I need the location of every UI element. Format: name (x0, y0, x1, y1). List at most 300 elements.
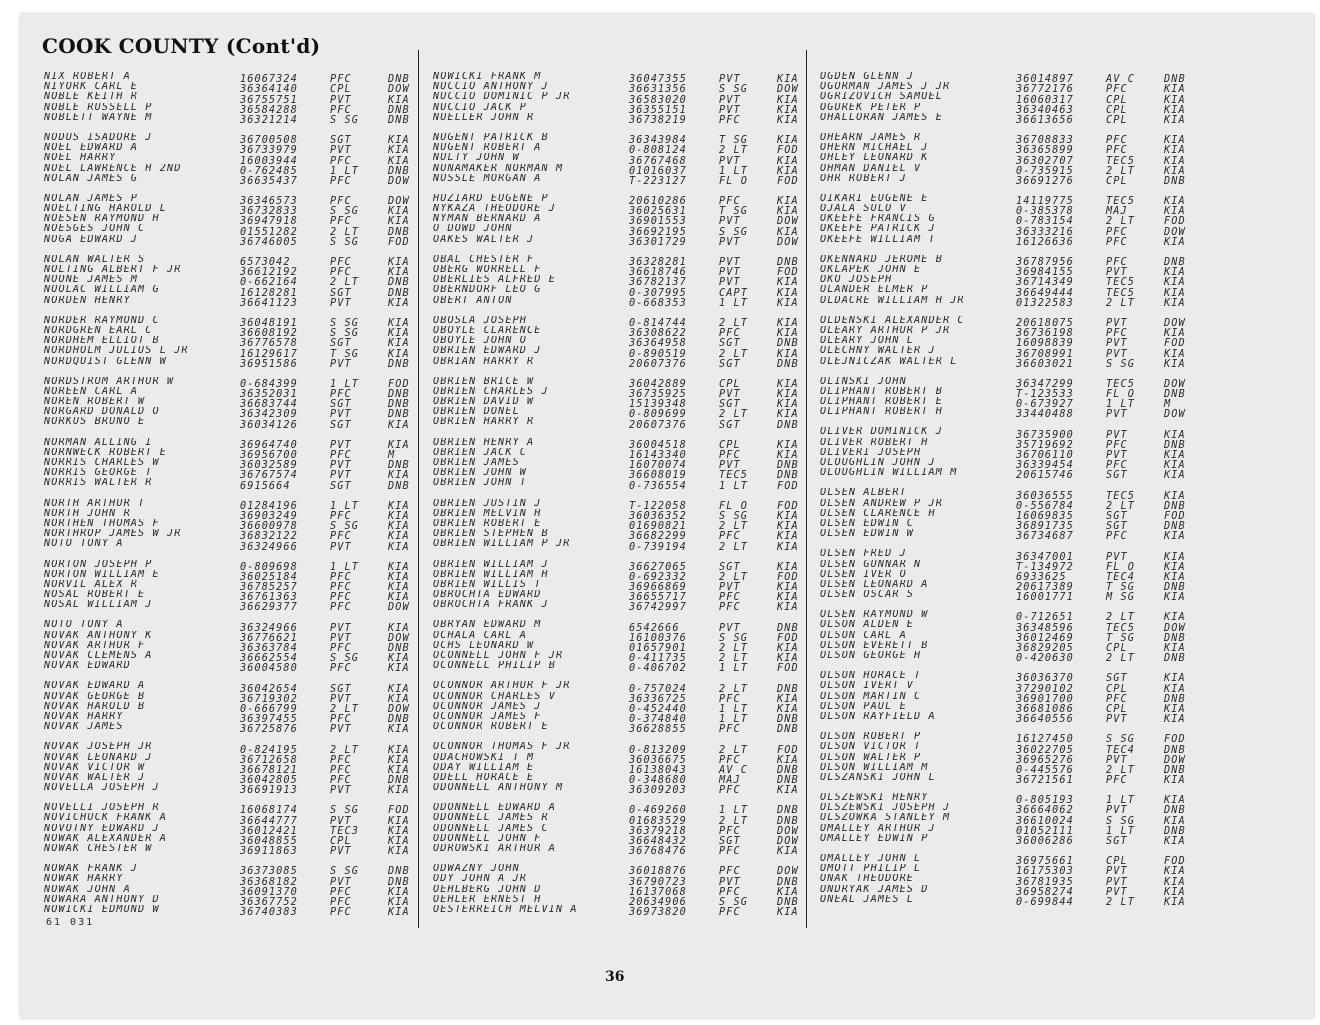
entry-serial-number: 0-735915 (1016, 165, 1074, 177)
entry-status: KIA (777, 592, 799, 604)
entry-group (433, 72, 811, 126)
entry-name: NORDER RAYMOND C (44, 315, 160, 326)
entry-group (433, 559, 811, 614)
entry-grade: PVT (719, 74, 741, 86)
entry-name: OGRIZOVICH SAMUEL (820, 92, 943, 103)
casualty-column-3 (820, 72, 1198, 915)
entry-name: NOWAK CHESTER W (44, 844, 153, 854)
entry-name: OBAL CHESTER F (433, 254, 535, 265)
entry-status: KIA (388, 510, 410, 522)
entry-name: OEHLER ERNEST H (433, 894, 542, 905)
casualty-entry (820, 427, 1198, 441)
entry-name: ONEAL JAMES L (820, 894, 915, 905)
entry-status: KIA (388, 561, 410, 573)
entry-name: NOWAK FRANK J (44, 864, 139, 875)
entry-name: NOWAK ALEXANDER A (44, 833, 167, 844)
page-title: COOK COUNTY (Cont'd) (42, 34, 321, 58)
entry-grade: S SG (719, 226, 748, 238)
entry-status: DNB (388, 287, 410, 299)
entry-grade: PVT (330, 358, 352, 370)
entry-grade: TEC5 (1106, 277, 1135, 289)
entry-name: OMALLEY ARTHUR J (820, 823, 936, 834)
entry-grade: PVT (1106, 876, 1128, 888)
entry-name: OLSON ALDEN E (820, 620, 915, 631)
entry-name: NUCCIO ANTHONY J (433, 82, 549, 93)
entry-serial-number: 36373085 (240, 866, 298, 878)
entry-name: NORRIS GEORGE T (44, 468, 153, 479)
entry-grade: 1 LT (719, 480, 748, 492)
entry-name: NOVAK WALTER J (44, 772, 146, 783)
entry-group (433, 498, 811, 553)
entry-grade: SGT (1106, 836, 1128, 848)
entry-group (44, 72, 422, 126)
entry-name: NOVAK VICTOR W (44, 762, 146, 773)
casualty-entry (433, 651, 811, 665)
entry-serial-number: 16098839 (1016, 338, 1074, 350)
entry-grade: PFC (330, 602, 352, 614)
casualty-entry (433, 783, 811, 797)
entry-serial-number: 36712658 (240, 754, 298, 766)
entry-grade: 2 LT (330, 703, 359, 715)
casualty-entry (44, 82, 422, 96)
casualty-entry (820, 508, 1198, 522)
entry-grade: PFC (330, 74, 352, 86)
entry-status: KIA (777, 155, 799, 167)
entry-group (433, 315, 811, 370)
entry-group (433, 254, 811, 309)
entry-grade: TEC5 (1106, 287, 1135, 299)
entry-status: KIA (1164, 155, 1186, 167)
entry-name: OBRIEN JACK C (433, 447, 528, 458)
entry-name: NOVAK CLEMENS A (44, 651, 153, 661)
entry-grade: FL O (719, 500, 748, 512)
entry-name: OLSEN ANDREW P JR (820, 498, 943, 509)
entry-serial-number: 0-890519 (629, 348, 687, 360)
entry-status: KIA (388, 155, 410, 167)
casualty-entry (820, 579, 1198, 594)
entry-status: DNB (388, 399, 410, 411)
entry-name: OBRIEN STEPHEN B (433, 529, 549, 540)
casualty-entry (44, 234, 422, 248)
entry-serial-number: 0-757024 (629, 683, 687, 695)
entry-status: KIA (1164, 886, 1186, 898)
entry-group (820, 549, 1198, 604)
entry-grade: PFC (330, 216, 352, 228)
entry-serial-number: 36583020 (629, 94, 687, 106)
casualty-entry (433, 590, 811, 604)
entry-grade: T SG (1106, 582, 1135, 594)
entry-name: OBRIAN HARRY R (433, 356, 535, 367)
entry-name: OKEEFE WILLIAM T (820, 234, 936, 245)
entry-grade: 1 LT (719, 165, 748, 177)
entry-status: FOD (777, 744, 799, 756)
entry-status: KIA (388, 470, 410, 482)
entry-group (433, 620, 811, 675)
entry-group (820, 671, 1198, 726)
entry-name: NOTO TONY A (44, 539, 124, 550)
entry-grade: 1 LT (719, 297, 748, 309)
entry-grade: TEC4 (1106, 744, 1135, 756)
entry-name: OBRIEN JOHN W (433, 468, 528, 479)
entry-name: NOONE JAMES M (44, 275, 139, 286)
entry-group (44, 681, 422, 736)
entry-status: KIA (777, 643, 799, 655)
entry-name: NORDGREN EARL C (44, 325, 153, 336)
entry-grade: PFC (719, 724, 741, 736)
casualty-entry (820, 295, 1198, 309)
entry-serial-number: 20617389 (1016, 582, 1074, 594)
entry-name: NOVAK JAMES (44, 722, 124, 733)
entry-group (820, 254, 1198, 309)
entry-grade: PVT (719, 460, 741, 472)
entry-grade: SGT (719, 338, 741, 350)
entry-name: OIKARI EUGENE E (820, 193, 929, 204)
document-page (20, 14, 1314, 1018)
entry-grade: PFC (330, 714, 352, 726)
casualty-entry (433, 112, 811, 126)
casualty-entry (433, 529, 811, 543)
entry-grade: PVT (1106, 267, 1128, 279)
entry-name: OLOUGHLIN WILLIAM M (820, 468, 958, 479)
entry-grade: PVT (1106, 317, 1128, 329)
casualty-entry (433, 102, 811, 116)
entry-serial-number: 01690821 (629, 521, 687, 533)
entry-status: DNB (1164, 744, 1186, 756)
entry-grade: 1 LT (330, 561, 359, 573)
entry-name: OLSEN IVER O (820, 569, 907, 580)
casualty-entry (820, 488, 1198, 502)
entry-status: KIA (1164, 673, 1186, 685)
entry-status: DOW (777, 84, 799, 96)
entry-status: KIA (388, 206, 410, 218)
entry-name: OBRIEN DAVID W (433, 397, 535, 408)
entry-name: OCHALA CARL A (433, 630, 528, 641)
entry-name: NORDHEM ELLIOT B (44, 336, 160, 347)
entry-status: DNB (777, 460, 799, 472)
entry-grade: SGT (330, 683, 352, 695)
entry-name: NOGA EDWARD J (44, 234, 139, 245)
entry-status: DOW (1164, 378, 1186, 390)
entry-serial-number: 36309203 (629, 785, 687, 797)
entry-name: OBERG WORRELL F (433, 265, 542, 275)
entry-name: OMOTT PHILIP L (820, 864, 922, 875)
entry-serial-number: 36947918 (240, 216, 298, 228)
entry-grade: 1 LT (1106, 795, 1135, 807)
entry-serial-number: 36036555 (1016, 490, 1074, 502)
entry-serial-number: 36343984 (629, 135, 687, 147)
entry-status: KIA (388, 744, 410, 756)
entry-serial-number: 0-805193 (1016, 795, 1074, 807)
entry-serial-number: 36036370 (1016, 673, 1074, 685)
entry-serial-number: 36379218 (629, 825, 687, 837)
entry-status: KIA (388, 267, 410, 279)
entry-serial-number: 36612192 (240, 267, 298, 279)
entry-status: KIA (777, 348, 799, 360)
casualty-entry (44, 833, 422, 848)
entry-name: OBERLIES ALFRED E (433, 275, 556, 286)
entry-serial-number: 36956700 (240, 450, 298, 462)
entry-status: FOD (1164, 216, 1186, 228)
casualty-entry (820, 772, 1198, 787)
entry-name: OBRIEN HENRY A (433, 437, 535, 448)
casualty-entry (433, 508, 811, 522)
entry-name: OLIPHANT ROBERT E (820, 397, 943, 408)
casualty-entry (820, 82, 1198, 96)
entry-status: KIA (1164, 775, 1186, 787)
entry-grade: T SG (719, 135, 748, 147)
entry-status: KIA (1164, 896, 1186, 908)
entry-status: FOD (388, 378, 410, 390)
entry-serial-number: 36738219 (629, 114, 687, 126)
entry-name: NOESGES JOHN C (44, 224, 146, 235)
entry-name: ODONNELL JAMES C (433, 823, 549, 834)
entry-name: OKEEFE FRANCIS G (820, 214, 936, 225)
entry-status: KIA (1164, 571, 1186, 583)
entry-serial-number: 36785257 (240, 582, 298, 594)
casualty-entry (820, 620, 1198, 634)
entry-grade: PFC (330, 907, 352, 919)
entry-name: NYMAN BERNARD A (433, 214, 542, 225)
entry-name: OLSZEWSKI HENRY (820, 793, 929, 804)
entry-status: KIA (777, 754, 799, 766)
casualty-entry (433, 874, 811, 888)
entry-status: KIA (1164, 561, 1186, 573)
entry-status: FOD (777, 145, 799, 157)
entry-serial-number: 0-420630 (1016, 653, 1074, 665)
entry-status: DOW (1164, 622, 1186, 634)
entry-grade: 1 LT (719, 663, 748, 675)
entry-grade: CPL (1106, 175, 1128, 187)
casualty-entry (44, 112, 422, 126)
entry-status: FOD (777, 571, 799, 583)
entry-serial-number: 01284196 (240, 500, 298, 512)
casualty-entry (44, 275, 422, 289)
entry-status: DOW (388, 84, 410, 96)
entry-grade: TEC3 (330, 825, 359, 837)
casualty-entry (433, 691, 811, 705)
entry-serial-number: 6542666 (629, 622, 680, 634)
entry-name: OBROCHTA EDWARD (433, 590, 542, 601)
entry-name: NOEL HARRY (44, 153, 117, 164)
entry-name: NORGARD DONALD O (44, 407, 160, 418)
entry-grade: PFC (719, 886, 741, 898)
entry-status: KIA (388, 521, 410, 533)
entry-serial-number: 36346573 (240, 196, 298, 208)
entry-name: OLIPHANT ROBERT H (820, 407, 943, 418)
entry-serial-number: 36355151 (629, 104, 687, 116)
entry-name: OLSON HORACE T (820, 671, 922, 682)
casualty-entry (820, 732, 1198, 746)
entry-name: NOEL EDWARD A (44, 143, 139, 154)
entry-status: KIA (388, 328, 410, 340)
casualty-entry (820, 275, 1198, 289)
entry-name: NORTHROP JAMES W JR (44, 529, 182, 540)
entry-grade: PFC (719, 196, 741, 208)
entry-status: KIA (1164, 490, 1186, 502)
casualty-entry (820, 325, 1198, 340)
entry-grade: PFC (330, 510, 352, 522)
entry-grade: SGT (1106, 521, 1128, 533)
entry-name: OGORMAN JAMES J JR (820, 82, 951, 93)
entry-grade: SGT (1106, 470, 1128, 482)
entry-grade: PVT (1106, 450, 1128, 462)
casualty-entry (44, 742, 422, 756)
entry-grade: PVT (330, 724, 352, 736)
entry-grade: PFC (330, 155, 352, 167)
entry-name: OLSEN RAYMOND W (820, 610, 929, 621)
entry-status: DNB (388, 104, 410, 116)
entry-grade: 2 LT (1106, 612, 1135, 624)
entry-status: KIA (388, 663, 410, 675)
entry-serial-number: 36891735 (1016, 521, 1074, 533)
casualty-entry (433, 722, 811, 736)
entry-serial-number: 36776621 (240, 632, 298, 644)
entry-serial-number: 36324966 (240, 622, 298, 634)
entry-serial-number: 36691276 (1016, 175, 1074, 187)
casualty-entry (44, 884, 422, 898)
entry-serial-number: 16137068 (629, 886, 687, 898)
entry-serial-number: 36600978 (240, 521, 298, 533)
entry-serial-number: 36618746 (629, 267, 687, 279)
entry-name: OLSON VICTOR T (820, 742, 922, 753)
entry-serial-number: 36608019 (629, 470, 687, 482)
casualty-entry (433, 275, 811, 289)
entry-status: KIA (1164, 348, 1186, 360)
casualty-entry (433, 904, 811, 919)
casualty-entry (820, 823, 1198, 837)
entry-name: OLSON IVERT V (820, 681, 915, 692)
entry-status: FOD (1164, 338, 1186, 350)
entry-status: KIA (388, 419, 410, 431)
entry-grade: 2 LT (1106, 216, 1135, 228)
entry-serial-number: 0-762485 (240, 165, 298, 177)
entry-status: DNB (388, 480, 410, 492)
entry-group (433, 803, 811, 858)
entry-grade: SGT (719, 836, 741, 848)
entry-serial-number: 36340463 (1016, 104, 1074, 116)
casualty-entry (820, 833, 1198, 848)
entry-name: NOVAK ANTHONY K (44, 630, 153, 641)
casualty-entry (820, 315, 1198, 329)
casualty-entry (820, 711, 1198, 726)
casualty-entry (820, 234, 1198, 248)
entry-serial-number: 36342309 (240, 409, 298, 421)
entry-status: KIA (777, 389, 799, 401)
entry-serial-number: 36664062 (1016, 805, 1074, 817)
entry-grade: 1 LT (719, 805, 748, 817)
casualty-entry (44, 691, 422, 705)
entry-serial-number: 36984155 (1016, 267, 1074, 279)
entry-status: KIA (777, 450, 799, 462)
entry-serial-number: 36336725 (629, 693, 687, 705)
entry-name: OCHS LEONARD W (433, 640, 535, 651)
casualty-entry (433, 823, 811, 837)
entry-serial-number: 16067324 (240, 74, 298, 86)
entry-grade: PFC (1106, 328, 1128, 340)
entry-status: DNB (1164, 389, 1186, 401)
entry-status: KIA (1164, 297, 1186, 309)
entry-name: NOSAL WILLIAM J (44, 600, 153, 611)
entry-status: KIA (1164, 551, 1186, 563)
entry-name: OLDACRE WILLIAM H JR (820, 295, 965, 306)
entry-serial-number: 36022705 (1016, 744, 1074, 756)
entry-serial-number: 0-739194 (629, 541, 687, 553)
entry-status: KIA (388, 886, 410, 898)
entry-name: NOBLE RUSSELL P (44, 102, 153, 113)
entry-status: KIA (777, 74, 799, 86)
casualty-entry (44, 224, 422, 238)
entry-serial-number: 36364140 (240, 84, 298, 96)
entry-grade: PFC (719, 866, 741, 878)
entry-status: KIA (388, 764, 410, 776)
entry-group (433, 132, 811, 187)
entry-group (820, 427, 1198, 482)
entry-serial-number: 36700508 (240, 135, 298, 147)
entry-grade: TEC5 (1106, 155, 1135, 167)
entry-grade: PFC (1106, 460, 1128, 472)
entry-serial-number: 6933625 (1016, 571, 1067, 583)
entry-grade: PVT (1106, 754, 1128, 766)
entry-status: KIA (777, 785, 799, 797)
entry-serial-number: 0-666799 (240, 703, 298, 715)
entry-serial-number: 36006286 (1016, 836, 1074, 848)
casualty-entry (433, 173, 811, 187)
entry-grade: PVT (1106, 551, 1128, 563)
entry-name: OAKES WALTER J (433, 234, 535, 245)
entry-name: NOTO TONY A (44, 620, 124, 631)
entry-group (820, 610, 1198, 665)
entry-grade: T SG (1106, 632, 1135, 644)
casualty-entry (820, 498, 1198, 512)
entry-serial-number: 20618075 (1016, 317, 1074, 329)
entry-serial-number: 16060317 (1016, 94, 1074, 106)
entry-grade: PVT (330, 409, 352, 421)
entry-serial-number: 36610024 (1016, 815, 1074, 827)
entry-serial-number: 36767468 (629, 155, 687, 167)
entry-status: DNB (777, 622, 799, 634)
entry-status: DNB (777, 358, 799, 370)
casualty-entry (433, 92, 811, 106)
entry-serial-number: 6915664 (240, 480, 291, 492)
entry-name: HUZIARD EUGENE P (433, 193, 549, 204)
entry-serial-number: 36091370 (240, 886, 298, 898)
entry-serial-number: 0-307995 (629, 287, 687, 299)
entry-status: KIA (388, 896, 410, 908)
entry-name: OBRIEN BRICE W (433, 376, 535, 387)
casualty-entry (820, 864, 1198, 878)
entry-name: ODACHOWSKI T M (433, 752, 535, 763)
entry-status: KIA (777, 531, 799, 543)
entry-name: NOVELLA JOSEPH J (44, 783, 160, 794)
entry-name: ONAK THEODORE (820, 874, 915, 885)
entry-name: OLSON MARTIN C (820, 691, 922, 702)
entry-serial-number: 36629377 (240, 602, 298, 614)
entry-name: NORTH ARTHUR T (44, 498, 146, 509)
entry-status: KIA (1164, 267, 1186, 279)
entry-status: KIA (388, 338, 410, 350)
entry-serial-number: 36951586 (240, 358, 298, 370)
entry-name: OLSZANSKI JOHN L (820, 772, 936, 783)
entry-grade: 1 LT (330, 378, 359, 390)
entry-name: OKLAPEK JOHN E (820, 265, 922, 275)
casualty-entry (433, 285, 811, 299)
entry-status: KIA (388, 582, 410, 594)
entry-name: OGDEN GLENN J (820, 72, 915, 82)
entry-status: FOD (388, 805, 410, 817)
casualty-entry (820, 559, 1198, 573)
entry-status: KIA (777, 886, 799, 898)
entry-serial-number: 36012469 (1016, 632, 1074, 644)
